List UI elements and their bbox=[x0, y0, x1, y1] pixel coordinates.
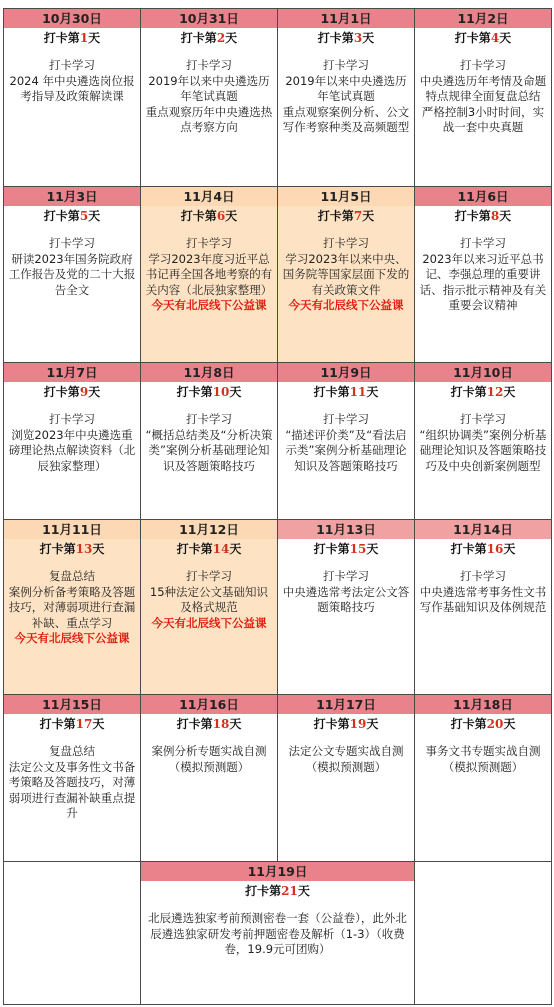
checkin-prefix: 打卡第 bbox=[176, 385, 213, 399]
checkin-day-label bbox=[278, 382, 414, 402]
checkin-prefix: 打卡第 bbox=[317, 31, 354, 45]
checkin-day-label bbox=[4, 539, 140, 559]
date-header: 10月30日 bbox=[4, 9, 140, 28]
checkin-day-number: 6 bbox=[216, 209, 226, 223]
checkin-day-number: 18 bbox=[212, 717, 230, 731]
task-description bbox=[141, 734, 277, 779]
date-header: 11月19日 bbox=[141, 862, 414, 881]
day-cell bbox=[4, 9, 141, 187]
checkin-day-label bbox=[278, 206, 414, 226]
offline-class-notice: 今天有北辰线下公益课 bbox=[14, 631, 130, 645]
task-description bbox=[141, 48, 277, 140]
checkin-suffix: 天 bbox=[229, 542, 242, 556]
task-line: 打卡学习 bbox=[323, 412, 369, 426]
checkin-day-number: 14 bbox=[212, 542, 230, 556]
day-cell bbox=[141, 520, 278, 695]
task-line: 2019年以来中央遴选历年笔试真题 bbox=[148, 73, 270, 103]
checkin-prefix: 打卡第 bbox=[454, 31, 491, 45]
checkin-prefix: 打卡第 bbox=[313, 717, 350, 731]
task-line: 2023年以来习近平总书记、李强总理的重要讲话、指示批示精神及有关重要会议精神 bbox=[419, 251, 547, 312]
checkin-day-label bbox=[4, 206, 140, 226]
task-line: 打卡学习 bbox=[460, 236, 506, 250]
calendar-row bbox=[4, 363, 552, 520]
day-cell bbox=[4, 187, 141, 363]
date-header: 11月10日 bbox=[415, 363, 551, 382]
day-cell bbox=[278, 187, 415, 363]
checkin-day-number: 21 bbox=[281, 884, 298, 898]
day-cell bbox=[4, 363, 141, 520]
checkin-day-label bbox=[141, 206, 277, 226]
checkin-day-label bbox=[4, 382, 140, 402]
task-line: 案例分析备考策略及答题技巧，对薄弱项进行查漏补缺、重点学习 bbox=[8, 584, 136, 630]
date-header: 11月13日 bbox=[278, 520, 414, 539]
checkin-prefix: 打卡第 bbox=[450, 717, 487, 731]
date-header: 11月3日 bbox=[4, 187, 140, 206]
day-cell bbox=[141, 9, 278, 187]
task-description bbox=[278, 48, 414, 140]
task-line: 学习2023年度习近平总书记再全国各地考察的有关内容（北辰独家整理） bbox=[145, 251, 273, 297]
task-description bbox=[141, 901, 414, 962]
date-header: 11月16日 bbox=[141, 695, 277, 714]
day-cell bbox=[415, 520, 552, 695]
checkin-prefix: 打卡第 bbox=[180, 209, 217, 223]
task-description bbox=[278, 734, 414, 779]
task-line: 打卡学习 bbox=[460, 412, 506, 426]
day-cell bbox=[415, 187, 552, 363]
checkin-prefix: 打卡第 bbox=[43, 385, 80, 399]
checkin-suffix: 天 bbox=[225, 209, 238, 223]
task-line: 法定公文及事务性文书备考策略及答题技巧，对薄弱项进行查漏补缺重点提升 bbox=[8, 759, 136, 820]
checkin-day-label bbox=[415, 539, 551, 559]
day-cell bbox=[278, 363, 415, 520]
day-cell bbox=[4, 695, 141, 862]
date-header: 11月7日 bbox=[4, 363, 140, 382]
task-line: 中央遴选常考法定公文答题策略技巧 bbox=[282, 584, 410, 614]
checkin-day-number: 13 bbox=[75, 542, 93, 556]
offline-class-notice: 今天有北辰线下公益课 bbox=[151, 298, 267, 312]
checkin-suffix: 天 bbox=[229, 385, 242, 399]
task-description bbox=[141, 226, 277, 318]
task-description bbox=[415, 559, 551, 620]
checkin-suffix: 天 bbox=[225, 31, 238, 45]
day-cell bbox=[141, 187, 278, 363]
task-description bbox=[415, 402, 551, 478]
checkin-day-label bbox=[141, 881, 414, 901]
calendar-row bbox=[4, 695, 552, 862]
checkin-prefix: 打卡第 bbox=[43, 31, 80, 45]
task-description bbox=[141, 402, 277, 478]
offline-class-notice: 今天有北辰线下公益课 bbox=[151, 615, 267, 630]
checkin-day-label bbox=[141, 714, 277, 734]
checkin-prefix: 打卡第 bbox=[313, 542, 350, 556]
task-line: “概括总结类及“分析决策类”案例分析基础理论知识及答题策略技巧 bbox=[145, 427, 273, 473]
task-line: 法定公文专题实战自测（模拟预测题） bbox=[288, 744, 404, 774]
checkin-suffix: 天 bbox=[297, 884, 310, 898]
checkin-day-label bbox=[415, 28, 551, 48]
date-header: 11月14日 bbox=[415, 520, 551, 539]
checkin-prefix: 打卡第 bbox=[176, 542, 213, 556]
task-description bbox=[4, 402, 140, 478]
checkin-suffix: 天 bbox=[92, 717, 105, 731]
task-line: 打卡学习 bbox=[49, 58, 95, 72]
checkin-suffix: 天 bbox=[366, 542, 379, 556]
checkin-day-number: 1 bbox=[79, 31, 89, 45]
checkin-day-number: 5 bbox=[79, 209, 89, 223]
checkin-suffix: 天 bbox=[88, 385, 101, 399]
task-line: 浏览2023年中央遴选重磅理论热点解读资料（北辰独家整理） bbox=[8, 427, 136, 473]
checkin-prefix: 打卡第 bbox=[317, 209, 354, 223]
task-line: 2024 年中央遴选岗位报考指导及政策解读课 bbox=[9, 73, 135, 103]
checkin-day-label bbox=[278, 539, 414, 559]
checkin-suffix: 天 bbox=[366, 717, 379, 731]
task-line: 2019年以来中央遴选历年笔试真题 bbox=[285, 73, 407, 103]
calendar-row bbox=[4, 520, 552, 695]
task-line: 打卡学习 bbox=[186, 58, 232, 72]
task-line: 打卡学习 bbox=[323, 236, 369, 250]
checkin-suffix: 天 bbox=[362, 31, 375, 45]
task-line: “组织协调类”案例分析基础理论知识及答题策略技巧及中央创新案例题型 bbox=[419, 427, 547, 473]
checkin-prefix: 打卡第 bbox=[454, 209, 491, 223]
day-cell bbox=[278, 520, 415, 695]
task-line: 复盘总结 bbox=[49, 744, 95, 758]
day-cell bbox=[141, 695, 278, 862]
task-line: 打卡学习 bbox=[323, 569, 369, 583]
checkin-day-label bbox=[415, 714, 551, 734]
checkin-day-number: 7 bbox=[353, 209, 363, 223]
calendar-grid bbox=[3, 8, 552, 1005]
date-header: 10月31日 bbox=[141, 9, 277, 28]
checkin-day-number: 12 bbox=[486, 385, 504, 399]
checkin-day-number: 15 bbox=[349, 542, 367, 556]
task-line: “描述评价类”及“看法启示类”案例分析基础理论知识及答题策略技巧 bbox=[285, 427, 407, 473]
checkin-day-label bbox=[4, 714, 140, 734]
checkin-day-number: 16 bbox=[486, 542, 504, 556]
task-description bbox=[415, 48, 551, 140]
task-line: 中央遴选历年考情及命题特点规律全面复盘总结 bbox=[419, 73, 547, 103]
task-description bbox=[278, 402, 414, 478]
task-description bbox=[4, 559, 140, 651]
empty-cell bbox=[415, 862, 552, 1005]
offline-class-notice: 今天有北辰线下公益课 bbox=[288, 298, 404, 312]
checkin-day-number: 8 bbox=[490, 209, 500, 223]
checkin-prefix: 打卡第 bbox=[180, 31, 217, 45]
checkin-prefix: 打卡第 bbox=[43, 209, 80, 223]
date-header: 11月4日 bbox=[141, 187, 277, 206]
task-line: 打卡学习 bbox=[323, 58, 369, 72]
task-line: 复盘总结 bbox=[49, 569, 95, 583]
checkin-suffix: 天 bbox=[362, 209, 375, 223]
checkin-suffix: 天 bbox=[503, 542, 516, 556]
day-cell bbox=[141, 363, 278, 520]
checkin-day-label bbox=[141, 28, 277, 48]
day-cell bbox=[415, 695, 552, 862]
task-line: 北辰遴选独家考前预测密卷一套（公益卷），此外北辰遴选独家研发考前押题密卷及解析（1-3）（收费卷，19.9元可团购） bbox=[148, 911, 407, 956]
calendar-row bbox=[4, 862, 552, 1005]
task-line: 中央遴选常考事务性文书写作基础知识及体例规范 bbox=[419, 584, 547, 614]
checkin-day-label bbox=[415, 382, 551, 402]
checkin-day-number: 4 bbox=[490, 31, 500, 45]
task-line: 15种法定公文基础知识及格式规范 bbox=[149, 584, 269, 614]
date-header: 11月6日 bbox=[415, 187, 551, 206]
checkin-day-number: 3 bbox=[353, 31, 363, 45]
checkin-day-number: 11 bbox=[349, 385, 367, 399]
task-line: 打卡学习 bbox=[186, 412, 232, 426]
task-line: 打卡学习 bbox=[460, 569, 506, 583]
checkin-prefix: 打卡第 bbox=[39, 717, 76, 731]
date-header: 11月1日 bbox=[278, 9, 414, 28]
checkin-day-label bbox=[4, 28, 140, 48]
date-header: 11月15日 bbox=[4, 695, 140, 714]
checkin-suffix: 天 bbox=[88, 31, 101, 45]
checkin-suffix: 天 bbox=[366, 385, 379, 399]
checkin-day-number: 2 bbox=[216, 31, 226, 45]
day-cell bbox=[415, 9, 552, 187]
date-header: 11月12日 bbox=[141, 520, 277, 539]
checkin-suffix: 天 bbox=[503, 717, 516, 731]
task-description bbox=[141, 559, 277, 635]
task-description bbox=[415, 226, 551, 318]
task-description bbox=[4, 734, 140, 826]
task-description bbox=[278, 226, 414, 318]
task-description bbox=[4, 226, 140, 302]
checkin-suffix: 天 bbox=[503, 385, 516, 399]
checkin-prefix: 打卡第 bbox=[39, 542, 76, 556]
checkin-day-number: 20 bbox=[486, 717, 504, 731]
task-line: 打卡学习 bbox=[460, 58, 506, 72]
task-line: 打卡学习 bbox=[186, 569, 232, 583]
checkin-day-label bbox=[278, 28, 414, 48]
task-line: 严格控制3小时时间，实战一套中央真题 bbox=[421, 104, 545, 134]
checkin-suffix: 天 bbox=[499, 209, 512, 223]
task-description bbox=[415, 734, 551, 779]
date-header: 11月17日 bbox=[278, 695, 414, 714]
task-line: 打卡学习 bbox=[186, 236, 232, 250]
checkin-day-label bbox=[141, 382, 277, 402]
checkin-day-label bbox=[141, 539, 277, 559]
day-cell bbox=[4, 520, 141, 695]
task-line: 案例分析专题实战自测（模拟预测题） bbox=[151, 744, 267, 774]
checkin-prefix: 打卡第 bbox=[313, 385, 350, 399]
checkin-prefix: 打卡第 bbox=[450, 542, 487, 556]
checkin-day-number: 17 bbox=[75, 717, 93, 731]
checkin-suffix: 天 bbox=[92, 542, 105, 556]
checkin-day-number: 10 bbox=[212, 385, 230, 399]
checkin-day-number: 19 bbox=[349, 717, 367, 731]
date-header: 11月9日 bbox=[278, 363, 414, 382]
day-cell bbox=[278, 695, 415, 862]
task-line: 重点观察历年中央遴选热点考察方向 bbox=[145, 104, 273, 134]
calendar-row bbox=[4, 187, 552, 363]
checkin-suffix: 天 bbox=[88, 209, 101, 223]
checkin-day-number: 9 bbox=[79, 385, 89, 399]
checkin-prefix: 打卡第 bbox=[245, 884, 282, 898]
calendar-row bbox=[4, 9, 552, 187]
checkin-prefix: 打卡第 bbox=[450, 385, 487, 399]
task-line: 重点观察案例分析、公文写作考察种类及高频题型 bbox=[282, 104, 410, 134]
task-line: 事务文书专题实战自测（模拟预测题） bbox=[425, 744, 541, 774]
date-header: 11月2日 bbox=[415, 9, 551, 28]
checkin-suffix: 天 bbox=[229, 717, 242, 731]
empty-cell bbox=[4, 862, 141, 1005]
checkin-day-label bbox=[415, 206, 551, 226]
checkin-prefix: 打卡第 bbox=[176, 717, 213, 731]
task-line: 学习2023年以来中央、国务院等国家层面下发的有关政策文件 bbox=[282, 251, 410, 297]
task-line: 打卡学习 bbox=[49, 412, 95, 426]
day-cell bbox=[278, 9, 415, 187]
task-line: 研读2023年国务院政府工作报告及党的二十大报告全文 bbox=[8, 251, 136, 297]
date-header: 11月5日 bbox=[278, 187, 414, 206]
task-description bbox=[4, 48, 140, 109]
checkin-day-label bbox=[278, 714, 414, 734]
task-description bbox=[278, 559, 414, 620]
day-cell bbox=[415, 363, 552, 520]
date-header: 11月8日 bbox=[141, 363, 277, 382]
date-header: 11月18日 bbox=[415, 695, 551, 714]
day-cell bbox=[141, 862, 415, 1005]
checkin-suffix: 天 bbox=[499, 31, 512, 45]
date-header: 11月11日 bbox=[4, 520, 140, 539]
task-line: 打卡学习 bbox=[49, 236, 95, 250]
